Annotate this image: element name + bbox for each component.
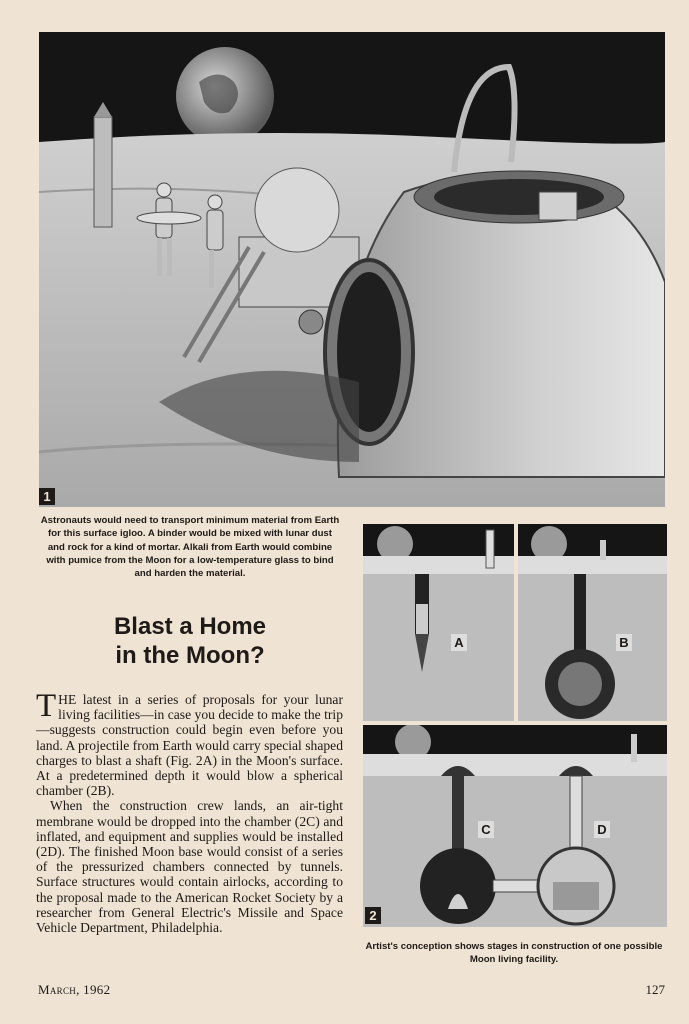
- figure-2-number: 2: [365, 907, 381, 924]
- moon-igloo-artwork: [39, 32, 665, 507]
- headline-line-1: Blast a Home: [113, 613, 267, 640]
- panel-label-c: C: [478, 821, 494, 838]
- paragraph-1-text: HE latest in a series of proposals for your lunar living facilities—in case you decide to make the trip—suggests construction could begin even before you land. A projectile from Earth would carry special shaped charges to blast a shaft (Fig. 2A) in the Moon's surface. At a predetermined depth it would blow a spherical chamber (2B).: [36, 692, 343, 799]
- figure-1-illustration: [39, 32, 665, 507]
- page-number: 127: [645, 982, 665, 997]
- paragraph-2: When the construction crew lands, an air-tight membrane would be dropped into the chamber (2C) and inflated, and equipment and supplies would be installed (2D). The finished Moon base would consist of a series of the pressurized chambers connected by tunnels. Surface structures would contain airlocks, according to the proposal made to the American Rocket Society by a researcher from General Electric's Missile and Space Vehicle Department, Philadelphia.: [36, 798, 343, 936]
- panel-label-b: B: [616, 634, 632, 651]
- article-body: [36, 688, 343, 936]
- figure-2-illustration: [363, 524, 667, 927]
- figure-1-caption: Astronauts would need to transport minimum material from Earth for this surface igloo. A binder would be mixed with lunar dust and rock for a kind of mortar. Alkali from Earth would combine with pumice from the Moon for a low-temperature glass to bind and harden the material.: [40, 515, 340, 580]
- headline-line-2: in the Moon?: [115, 642, 265, 669]
- panel-label-d: D: [594, 821, 610, 838]
- astronaut-2: [208, 195, 222, 209]
- paragraph-1: [36, 688, 343, 799]
- article-headline: [40, 612, 340, 670]
- rocket: [94, 117, 112, 227]
- machine-sphere: [255, 168, 339, 252]
- issue-date: March, 1962: [38, 982, 111, 997]
- construction-stages-artwork: [363, 524, 667, 927]
- panel-label-a: A: [451, 634, 467, 651]
- dropcap: T: [36, 688, 57, 724]
- astronaut-1: [157, 183, 171, 197]
- figure-1-number: 1: [39, 488, 55, 505]
- figure-2-caption: Artist's conception shows stages in construction of one possible Moon living facility.: [365, 941, 663, 965]
